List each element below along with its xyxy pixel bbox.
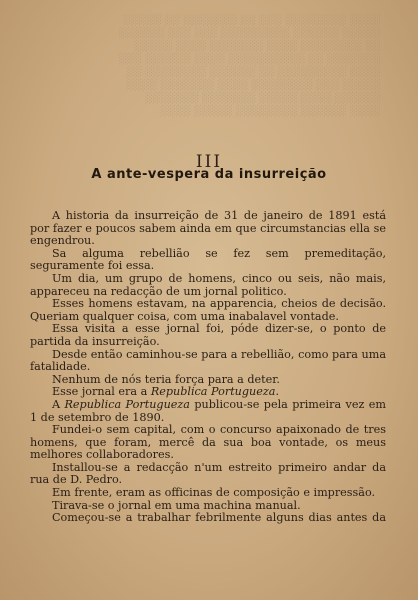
paragraph [30,399,386,424]
paragraph: A historia da insurreição de 31 de janeiro de 1891 está por fazer e poucos sabem ainda em que circumstancias ella se engendrou. [30,209,386,248]
text-run: . [275,385,280,399]
bleed-through-text: ░░░░ ░░░░░░░░ ░░░ ░░ ░░░░░░░ ░░ ░░░░░ ░░░░░ ░░░░░░ ░░░░░░░░░ ░░░ ░░░ ░░░░░░ ░░ ░░░░░░░░ ░░░░ ░░░░░░░ ░░░░ ░░░░░ ░░░░░░░ ░░ ░░░░░░░░░░ ░░░░ ░░░░░░ ░░░ ░░░░ ░░░░░░░░░ ░░ ░░░░░░ ░░░░░░░░ ░░ ░░░░░ ░░░ ░░░░░░░░ ░░░░ ░░░░░░░ ░░░░ ░░░░░░ ░░░░ ░░░░░ ░░░░░░░ ░░░░░░░ ░░░░ ░░░░░░ ░░░░░░░░ ░░░░░ ░░░░ [118,15,380,117]
paragraph: Esses homens estavam, na apparencia, cheios de decisão. Queriam qualquer coisa, com uma inabalavel vontade. [30,297,386,323]
paragraph: Fundei-o sem capital, com o concurso apaixonado de tres homens, que foram, mercê da sua boa vontade, os meus melhores collaboradores. [30,423,386,462]
paragraph: Sa alguma rebellião se fez sem premeditação, seguramente foi essa. [30,246,386,273]
newspaper-name: Republica Portugueza [150,385,276,399]
paragraph: Começou-se a trabalhar febrilmente alguns dias antes da [52,511,386,525]
chapter-title: A ante-vespera da insurreição [91,167,327,182]
body-text [30,210,386,525]
text-run: Esse jornal era a [52,385,151,399]
text-run: A [52,397,65,411]
paragraph: Installou-se a redacção n'um estreito primeiro andar da rua de D. Pedro. [30,460,386,487]
newspaper-name: Republica Portugueza [64,397,190,411]
paragraph: Nenhum de nós teria força para a deter. [52,372,280,386]
paragraph: Desde então caminhou-se para a rebellião, como para uma fatalidade. [30,347,386,374]
paragraph: Essa visita a esse jornal foi, póde dizer-se, o ponto de partida da insurreição. [30,322,386,348]
paragraph: Tirava-se o jornal em uma machina manual. [52,498,301,512]
text-run: publicou-se pela primeira vez em 1 de setembro de 1890. [30,397,386,424]
chapter-number: III [195,152,223,172]
paragraph: Em frente, eram as officinas de composição e impressão. [52,486,376,500]
paragraph: Um dia, um grupo de homens, cinco ou seis, não mais, appareceu na redacção de um jornal politico. [30,271,386,298]
